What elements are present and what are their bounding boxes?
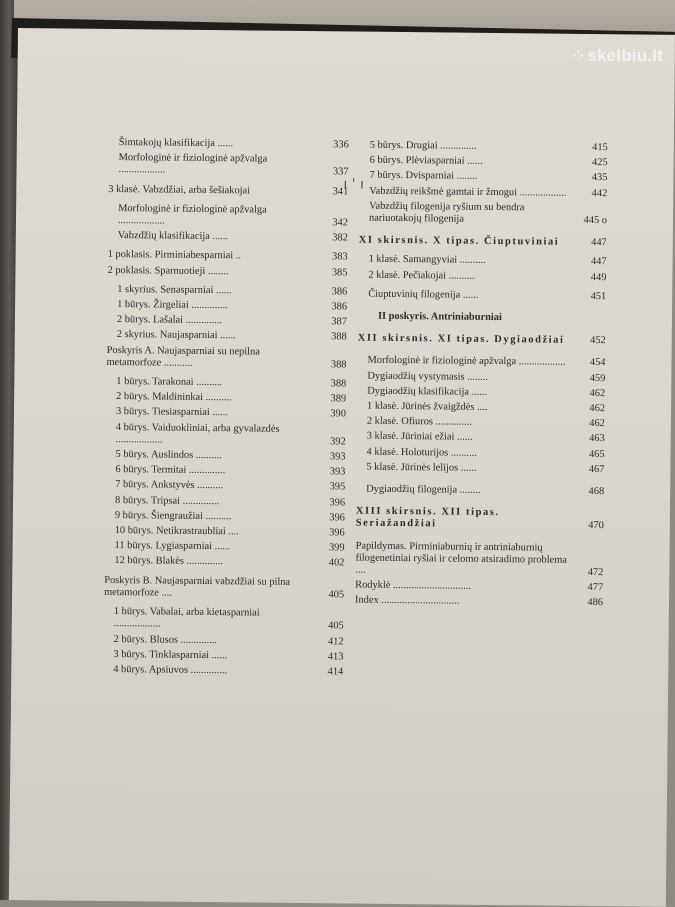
toc-entry: Čiuptuvinių filogenija ...... 451 [368,288,607,303]
toc-section-heading: XIII skirsnis. XII tipas. Seriažandžiai 470 [355,505,604,532]
toc-left-column [103,137,349,682]
toc-entry: Dygiaodžių vystymasis ........ 459 [367,370,606,384]
toc-entry: 4 klasė. Holoturijos .......... 465 [366,446,605,460]
toc-entry: 2 poklasis. Sparnuotieji ........ 385 [107,264,348,279]
toc-entry: 9 būrys. Šiengraužiai .......... 396 [114,509,345,524]
toc-entry: 2 būrys. Maldininkai .......... 389 [116,391,347,405]
toc-entry: 7 būrys. Ankstyvės .......... 395 [115,479,346,493]
toc-entry: 4 būrys. Vaiduokliniai, arba gyvalazdės .................. 392 [115,421,346,448]
toc-entry: Morfologinė ir fiziologinė apžvalga .................. 337 [118,152,349,178]
toc-entry: Morfologinė ir fiziologinė apžvalga .................. 454 [367,355,606,369]
toc-entry: Poskyris A. Naujasparniai su nepilna metamorfoze ........... 388 [106,344,347,371]
toc-entry: Šimtakojų klasifikacija ...... 336 [118,137,349,151]
toc-entry: 5 būrys. Auslindos .......... 393 [115,449,346,463]
pencil-marks: ı ' ı [343,176,364,193]
toc-entry: 1 klasė. Jūrinės žvaigždės .... 462 [367,400,606,415]
toc-entry: 2 būrys. Lašalai .............. 387 [116,314,347,328]
toc-entry: 11 būrys. Lygiasparniai ...... 399 [114,540,345,554]
toc-subdivision-heading: II poskyris. Antriniaburniai [377,310,502,324]
toc-entry: 4 būrys. Apsiuvos .............. 414 [113,663,344,678]
toc-entry: 12 būrys. Blakės .............. 402 [114,555,345,569]
toc-entry: 3 būrys. Tiesiasparniai ...... 390 [115,406,347,420]
watermark-dots-icon: ⁘ [572,48,585,64]
toc-entry: 2 skyrius. Naujasparniai ...... 388 [116,329,347,343]
toc-section-heading: XI skirsnis. X tipas. Čiuptuviniai 447 [358,234,607,249]
toc-entry: 1 būrys. Žirgeliai .............. 386 [117,299,348,313]
toc-entry: 5 klasė. Jūrinės lelijos ...... 467 [366,461,605,476]
toc-entry: 2 klasė. Pečiakojai .......... 449 [368,269,607,283]
toc-entry: 3 klasė. Vabzdžiai, arba šešiakojai 341 [108,183,349,198]
toc-entry: 2 klasė. Ofiuros .............. 462 [366,415,605,430]
toc-entry: 1 klasė. Samangyviai .......... 447 [368,254,607,268]
toc-entry: 1 būrys. Vabalai, arba kietasparniai .................. 405 [113,606,344,632]
book-page [9,28,675,907]
toc-entry: Vabzdžių filogenija ryšium su bendra nariuotakojų filogenija 445 o [368,200,608,227]
toc-entry: Vabzdžių reikšmė gamtai ir žmogui .................. 442 [369,185,608,199]
toc-right-column [355,140,608,613]
skelbiu-watermark: ⁘ skelbiu.lt [572,46,663,65]
toc-entry: 6 būrys. Plėviasparniai ...... 425 [369,154,608,169]
toc-entry: 5 būrys. Drugiai .............. 415 [369,139,608,154]
toc-entry: Vabzdžių klasifikacija ...... 382 [117,230,348,244]
toc-entry: 1 poklasis. Pirminiabesparniai .. 383 [107,249,348,263]
toc-entry: Index .............................. 486 [354,595,604,609]
toc-entry: Morfologinė ir fiziologinė apžvalga .................. 342 [117,202,349,229]
toc-entry: Poskyris B. Naujasparniai vabzdžiai su pilna metamorfoze .... 405 [104,574,345,601]
toc-entry: 7 būrys. Dvisparniai ........ 435 [369,170,608,184]
toc-entry: 2 būrys. Blusos .............. 412 [113,633,344,647]
toc-entry: 3 klasė. Jūriniai ežiai ...... 463 [366,431,605,445]
toc-section-heading: XII skirsnis. XI tipas. Dygiaodžiai 452 [357,332,606,347]
toc-entry: 10 būrys. Netikrastraubliai .... 396 [114,525,345,539]
toc-entry: 1 skyrius. Senasparniai ...... 386 [117,283,348,298]
toc-entry: 1 būrys. Tarakonai .......... 388 [116,376,347,390]
toc-entry: Dygiaodžių klasifikacija ...... 462 [367,385,606,400]
toc-entry: 3 būrys. Tinklasparniai ...... 413 [113,648,344,663]
toc-entry: Rodyklė .............................. 477 [355,579,604,594]
toc-entry: Papildymas. Pirminiaburnių ir antriniaburnių filogenetiniai ryšiai ir celomo atsiradimo problema .... 472 [355,540,604,579]
toc-entry: 8 būrys. Tripsai .............. 396 [115,494,346,509]
toc-entry: Dygiaodžių filogenija ........ 468 [366,483,605,498]
toc-entry: 6 būrys. Termitai .............. 393 [115,464,346,478]
